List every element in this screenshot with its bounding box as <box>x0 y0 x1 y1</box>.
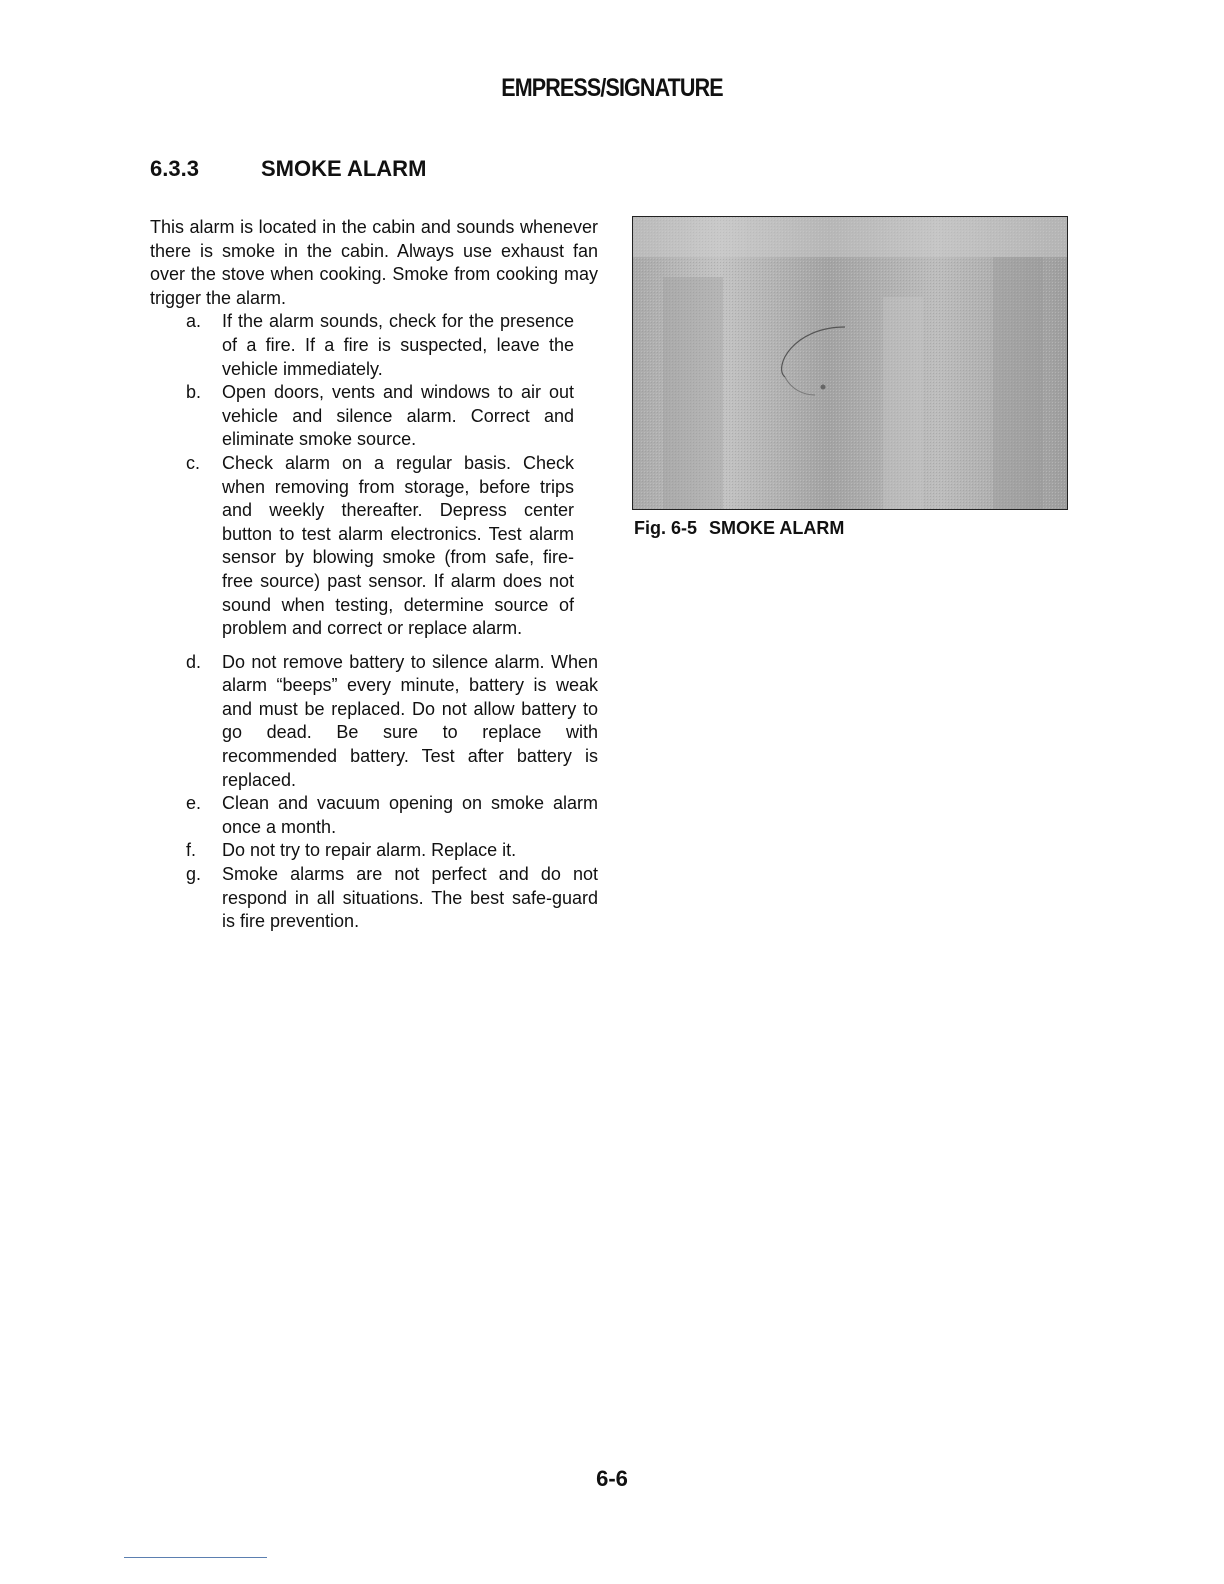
list-item <box>150 452 574 641</box>
body-text-column <box>150 216 598 934</box>
figure-label: Fig. 6-5 <box>634 518 698 538</box>
list-item <box>150 792 598 839</box>
list-marker: g. <box>186 864 202 885</box>
list-item <box>150 651 598 793</box>
page-number: 6-6 <box>596 1466 628 1491</box>
list-item <box>150 863 598 934</box>
section-number: 6.3.3 <box>150 156 199 181</box>
intro-paragraph: This alarm is located in the cabin and sounds whenever there is smoke in the cabin. Always use exhaust fan over the stove when cooking. Smoke from cooking may trigger the alarm. <box>150 217 598 308</box>
list-item-text: Do not remove battery to silence alarm. When alarm “beeps” every minute, battery is weak and must be replaced. Do not allow battery to go dead. Be sure to replace with recommended battery. Test after battery is replaced. <box>222 651 598 790</box>
list-marker: d. <box>186 651 202 672</box>
running-header: EMPRESS/SIGNATURE <box>501 74 723 102</box>
figure-title: SMOKE ALARM <box>709 518 845 538</box>
footer-divider <box>124 1557 267 1558</box>
section-title: SMOKE ALARM <box>261 156 427 181</box>
list-item-text: Do not try to repair alarm. Replace it. <box>222 840 517 861</box>
list-marker: c. <box>186 452 201 473</box>
list-item-text: If the alarm sounds, check for the presence of a fire. If a fire is suspected, leave the vehicle immediately. <box>222 311 574 379</box>
list-item-text: Clean and vacuum opening on smoke alarm once a month. <box>222 793 598 837</box>
list-marker: e. <box>186 793 202 814</box>
list-item-text: Check alarm on a regular basis. Check when removing from storage, before trips and weekly thereafter. Depress center button to test alarm electronics. Test alarm sensor by blowing smoke (from safe, fire-free source) past sensor. If alarm does not sound when testing, determine source of problem and correct or replace alarm. <box>222 452 574 639</box>
list-item <box>150 310 574 381</box>
list-marker: a. <box>186 311 202 332</box>
figure-caption <box>634 518 844 539</box>
section-heading <box>150 156 426 182</box>
smoke-alarm-photo-graphic <box>633 217 1067 509</box>
list-item <box>150 381 574 452</box>
smoke-alarm-photo <box>632 216 1068 510</box>
list-item <box>150 839 598 863</box>
alarm-instructions-list <box>150 310 598 933</box>
list-item-text: Smoke alarms are not perfect and do not respond in all situations. The best safe-guard is fire prevention. <box>222 864 598 932</box>
list-marker: b. <box>186 382 202 403</box>
list-marker: f. <box>186 840 197 861</box>
list-item-text: Open doors, vents and windows to air out vehicle and silence alarm. Correct and eliminate smoke source. <box>222 382 574 450</box>
